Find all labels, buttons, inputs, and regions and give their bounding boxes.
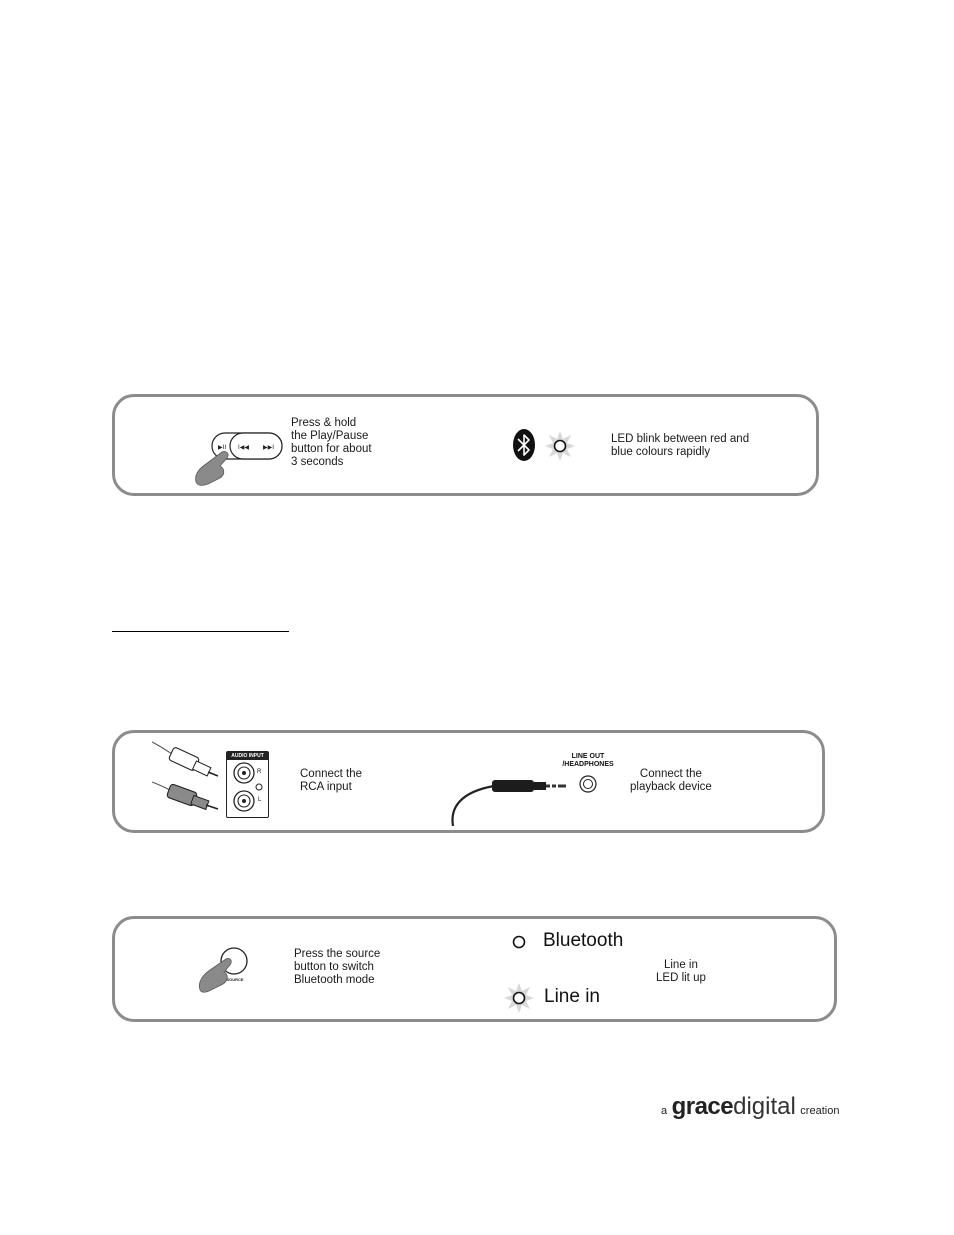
- led-blink-description: LED blink between red and blue colours rapidly: [611, 433, 750, 458]
- rca-right-label: R: [257, 769, 262, 775]
- mode-line-in-label: Line in: [544, 986, 600, 1007]
- bluetooth-led-icon: [510, 933, 528, 951]
- rca-cables-illustration: [150, 738, 230, 818]
- led-blink-icon: [544, 430, 576, 462]
- playback-instruction: Connect the playback device: [630, 768, 712, 793]
- source-button-label: SOURCE: [226, 977, 244, 982]
- rca-instruction: Connect the RCA input: [300, 768, 363, 793]
- audio-input-label: AUDIO INPUT: [227, 752, 268, 760]
- logo-suffix: creation: [800, 1105, 840, 1117]
- section-heading-underline: [112, 631, 289, 632]
- svg-text:I◀◀: I◀◀: [238, 444, 249, 451]
- pairing-instruction: Press & hold the Play/Pause button for about 3 seconds: [291, 417, 372, 468]
- logo-brand-light: digital: [733, 1093, 796, 1120]
- mode-bluetooth-label: Bluetooth: [543, 930, 624, 951]
- line-in-led-description: Line in LED lit up: [656, 959, 706, 984]
- logo-brand-bold: grace: [671, 1093, 734, 1120]
- svg-text:▶II: ▶II: [218, 444, 227, 451]
- play-pause-control-illustration: [190, 428, 290, 488]
- headphone-cable-illustration: [446, 770, 576, 830]
- source-button-illustration: [192, 942, 262, 994]
- source-instruction: Press the source button to switch Bluetooth mode: [294, 948, 381, 986]
- line-out-label: LINE OUT /HEADPHONES: [562, 753, 614, 768]
- grace-digital-logo: [661, 1093, 839, 1121]
- rca-left-label: L: [258, 797, 262, 803]
- line-out-jack-icon: [578, 774, 598, 794]
- svg-text:▶▶I: ▶▶I: [263, 444, 274, 451]
- bluetooth-icon: [512, 428, 536, 462]
- line-in-led-lit-icon: [503, 982, 535, 1014]
- logo-prefix: a: [661, 1105, 668, 1117]
